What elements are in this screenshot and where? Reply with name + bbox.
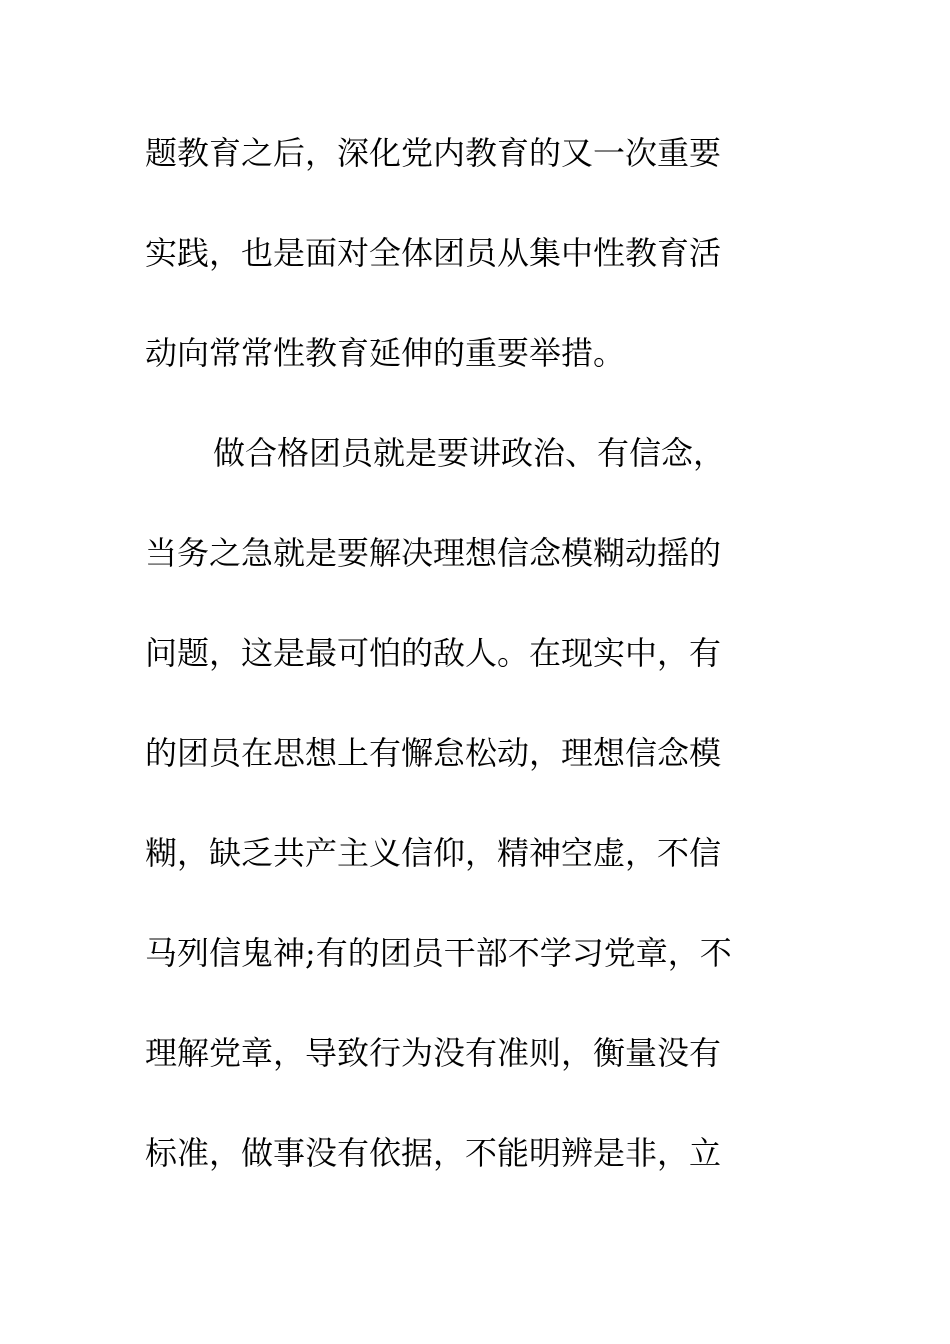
- text-line-7: 的团员在思想上有懈怠松动，理想信念模: [145, 734, 722, 772]
- text-line-9: 马列信鬼神;有的团员干部不学习党章，不: [145, 934, 732, 972]
- text-line-10: 理解党章，导致行为没有准则，衡量没有: [145, 1034, 722, 1072]
- text-line-6: 问题，这是最可怕的敌人。在现实中，有: [145, 634, 722, 672]
- text-line-1: 题教育之后，深化党内教育的又一次重要: [145, 134, 722, 172]
- text-line-4: 做合格团员就是要讲政治、有信念，: [213, 434, 726, 472]
- text-line-3: 动向常常性教育延伸的重要举措。: [145, 334, 626, 372]
- text-line-2: 实践，也是面对全体团员从集中性教育活: [145, 234, 722, 272]
- text-line-8: 糊，缺乏共产主义信仰，精神空虚，不信: [145, 834, 722, 872]
- text-line-5: 当务之急就是要解决理想信念模糊动摇的: [145, 534, 722, 572]
- text-line-11: 标准，做事没有依据，不能明辨是非，立: [145, 1134, 722, 1172]
